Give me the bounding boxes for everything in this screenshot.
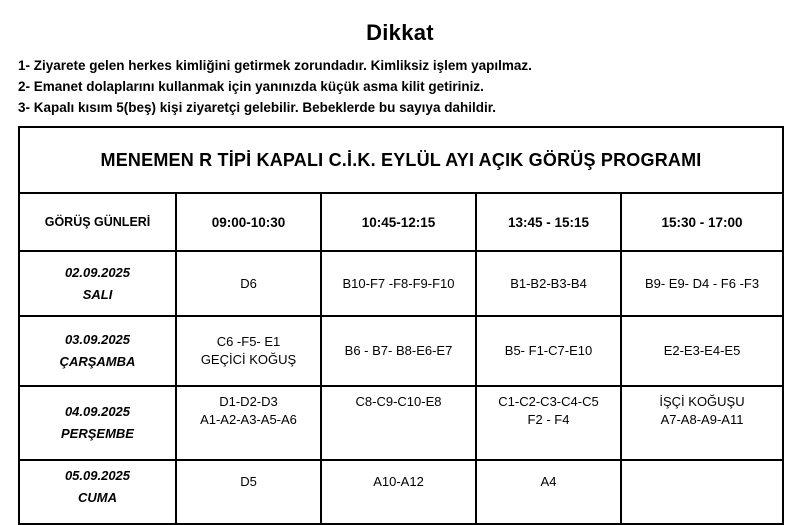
rule-3: 3- Kapalı kısım 5(beş) kişi ziyaretçi gelebilir. Bebeklerde bu sayıya dahildir.	[18, 100, 496, 115]
ward-list: B5- F1-C7-E10	[504, 343, 593, 358]
ward-list: D5	[240, 474, 257, 489]
ward-list: B6 - B7- B8-E6-E7	[344, 343, 453, 358]
day-cell	[19, 251, 176, 316]
ward-list: A7-A8-A9-A11	[660, 412, 744, 427]
rule-2: 2- Emanet dolaplarını kullanmak için yanınızda küçük asma kilit getiriniz.	[18, 79, 484, 94]
slot-cell	[176, 316, 321, 386]
ward-list: B10-F7 -F8-F9-F10	[342, 275, 455, 291]
header-slot-2: 10:45-12:15	[321, 193, 476, 251]
ward-list: A1-A2-A3-A5-A6	[200, 412, 297, 427]
notice-title: Dikkat	[366, 20, 434, 45]
ward-list: İŞÇİ KOĞUŞU	[659, 394, 745, 409]
ward-list: A4	[540, 474, 557, 489]
slot-cell	[321, 460, 476, 524]
ward-list: B9- E9- D4 - F6 -F3	[644, 275, 760, 291]
weekday-text: ÇARŞAMBA	[59, 354, 136, 369]
ward-list: C8-C9-C10-E8	[355, 394, 442, 409]
rules-list	[18, 55, 532, 118]
ward-list: F2 - F4	[527, 412, 570, 427]
slot-cell	[176, 251, 321, 316]
weekday-text: SALI	[82, 286, 113, 302]
date-text: 05.09.2025	[64, 468, 131, 483]
header-row	[19, 193, 783, 251]
header-slot-1: 09:00-10:30	[176, 193, 321, 251]
slot-cell	[476, 251, 621, 316]
slot-cell	[321, 386, 476, 460]
table-row	[19, 251, 783, 316]
slot-cell	[176, 460, 321, 524]
slot-cell	[321, 316, 476, 386]
slot-cell	[476, 460, 621, 524]
ward-list: D1-D2-D3	[219, 394, 278, 409]
slot-cell	[321, 251, 476, 316]
weekday-text: CUMA	[78, 490, 117, 505]
slot-cell	[176, 386, 321, 460]
ward-list: D6	[240, 275, 257, 291]
visit-schedule-table	[18, 126, 784, 525]
header-slot-4: 15:30 - 17:00	[621, 193, 783, 251]
day-cell	[19, 460, 176, 524]
table-row	[19, 460, 783, 524]
slot-cell	[621, 386, 783, 460]
header-slot-3: 13:45 - 15:15	[476, 193, 621, 251]
ward-list: GEÇİCİ KOĞUŞ	[200, 352, 297, 367]
weekday-text: PERŞEMBE	[61, 426, 134, 441]
slot-cell	[476, 386, 621, 460]
date-text: 03.09.2025	[64, 332, 131, 347]
ward-list: C1-C2-C3-C4-C5	[498, 394, 599, 409]
slot-cell-empty	[621, 460, 783, 524]
slot-cell	[621, 316, 783, 386]
table-row	[19, 316, 783, 386]
ward-list: C6 -F5- E1	[216, 334, 281, 349]
ward-list: A10-A12	[373, 474, 424, 489]
schedule-title: MENEMEN R TİPİ KAPALI C.İ.K. EYLÜL AYI AÇIK GÖRÜŞ PROGRAMI	[19, 127, 783, 193]
date-text: 02.09.2025	[64, 264, 131, 280]
day-cell	[19, 386, 176, 460]
ward-list: B1-B2-B3-B4	[510, 275, 587, 291]
day-cell	[19, 316, 176, 386]
slot-cell	[476, 316, 621, 386]
slot-cell	[621, 251, 783, 316]
ward-list: E2-E3-E4-E5	[663, 343, 741, 358]
table-row	[19, 386, 783, 460]
rule-1: 1- Ziyarete gelen herkes kimliğini getirmek zorundadır. Kimliksiz işlem yapılmaz.	[18, 58, 532, 73]
header-visit-days: GÖRÜŞ GÜNLERİ	[19, 193, 176, 251]
date-text: 04.09.2025	[64, 404, 131, 419]
